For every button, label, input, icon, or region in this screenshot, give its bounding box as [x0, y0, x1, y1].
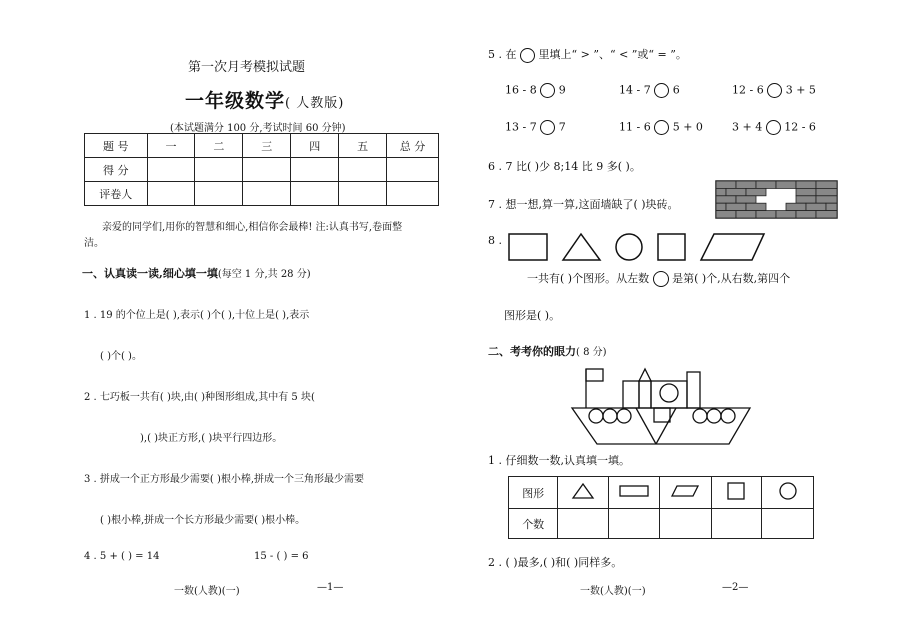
q8-line1-a: 一共有( )个图形。从左数: [527, 272, 650, 285]
circle-icon: [616, 234, 642, 260]
section2-title: 二、考考你的眼力: [488, 345, 576, 358]
circle-blank-icon[interactable]: [540, 120, 555, 135]
q4-part1: 4 . 5 + ( ) = 14: [84, 551, 160, 562]
triangle-icon: [563, 234, 600, 260]
triangle-icon: [571, 482, 595, 500]
section2-score: ( 8 分): [576, 347, 607, 358]
score-cell[interactable]: [147, 158, 195, 182]
score-header-cell: 总 分: [387, 134, 439, 158]
grader-cell[interactable]: [339, 182, 387, 206]
q5-item: [505, 120, 566, 135]
square-icon: [658, 234, 685, 260]
q5-left-expr: 13 - 7: [505, 120, 537, 134]
q4-part2: 15 - ( ) = 6: [254, 551, 309, 562]
q5-item: [619, 120, 703, 135]
grader-row-label: 评卷人: [85, 182, 148, 206]
footer-left-label: 一数(人教)(一): [174, 586, 240, 597]
q5-item: [619, 83, 680, 98]
rectangle-icon: [619, 484, 649, 498]
q5-heading: [488, 46, 687, 63]
grader-cell[interactable]: [291, 182, 339, 206]
shape-cell: [660, 477, 711, 509]
p2-text: 2 . ( )最多,( )和( )同样多。: [488, 556, 623, 569]
parallelogram-icon: [670, 484, 700, 498]
q5-right-expr: 9: [558, 83, 566, 97]
score-header-cell: 三: [243, 134, 291, 158]
q5-suffix: 里填上“ > ”、“ < ”或“ = ”。: [538, 48, 687, 61]
score-header-cell: 题 号: [85, 134, 148, 158]
count-cell[interactable]: [660, 509, 711, 539]
grader-cell[interactable]: [147, 182, 195, 206]
subject-title: [185, 86, 344, 113]
greeting-line1: 亲爱的同学们,用你的智慧和细心,相信你会最棒! 注:认真书写,卷面整: [102, 222, 403, 233]
footer-right-label: 一数(人教)(一): [580, 586, 646, 597]
score-header-cell: 二: [195, 134, 243, 158]
score-cell[interactable]: [291, 158, 339, 182]
subject-main: 一年级数学: [185, 90, 286, 112]
q5-left-expr: 16 - 8: [505, 83, 537, 97]
q5-right-expr: 5 + 0: [672, 120, 703, 134]
exam-title: 第一次月考模拟试题: [188, 60, 306, 75]
boat-figure: [570, 366, 752, 446]
shape-cell: [558, 477, 609, 509]
q3-line1: 3 . 拼成一个正方形最少需要( )根小棒,拼成一个三角形最少需要: [84, 474, 365, 485]
q5-prefix: 5 . 在: [488, 48, 517, 61]
score-row-label: 得 分: [85, 158, 148, 182]
footer-left-page: —1—: [317, 582, 344, 593]
q8-line1: [527, 270, 790, 287]
q5-right-expr: 12 - 6: [784, 120, 816, 134]
count-row-label: 图形: [509, 477, 558, 509]
q5-left-expr: 14 - 7: [619, 83, 651, 97]
circle-blank-icon[interactable]: [654, 83, 669, 98]
shape-cell: [609, 477, 660, 509]
grader-cell[interactable]: [387, 182, 439, 206]
q5-item: [732, 83, 816, 98]
count-cell[interactable]: [711, 509, 762, 539]
score-header-cell: 五: [339, 134, 387, 158]
shape-cell: [762, 477, 814, 509]
parallelogram-icon: [701, 234, 764, 260]
grader-cell[interactable]: [195, 182, 243, 206]
q3-line2: ( )根小棒,拼成一个长方形最少需要( )根小棒。: [100, 515, 306, 526]
shape-count-table: [508, 476, 814, 539]
q5-left-expr: 11 - 6: [619, 120, 651, 134]
square-icon: [726, 482, 746, 500]
q5-item: [732, 120, 816, 135]
exam-note: (本试题满分 100 分,考试时间 60 分钟): [170, 123, 346, 134]
subject-edition: ( 人教版): [285, 96, 345, 111]
score-cell[interactable]: [243, 158, 291, 182]
section1-title: 一、认真读一读,细心填一填: [82, 267, 218, 280]
q8-number: 8 .: [488, 234, 502, 247]
count-cell[interactable]: [558, 509, 609, 539]
q5-right-expr: 7: [558, 120, 566, 134]
score-cell[interactable]: [387, 158, 439, 182]
q8-line1-b: 是第( )个,从右数,第四个: [672, 272, 791, 285]
circle-blank-icon[interactable]: [540, 83, 555, 98]
count-row-label: 个数: [509, 509, 558, 539]
q6-text: 6 . 7 比( )少 8;14 比 9 多( )。: [488, 160, 641, 173]
section1-heading: [82, 265, 311, 281]
count-cell[interactable]: [609, 509, 660, 539]
p1-text: 1 . 仔细数一数,认真填一填。: [488, 454, 630, 467]
q7-text: 7 . 想一想,算一算,这面墙缺了( )块砖。: [488, 198, 679, 211]
q5-left-expr: 3 + 4: [732, 120, 763, 134]
q8-shapes: [508, 232, 768, 262]
score-header-cell: 一: [147, 134, 195, 158]
circle-blank-icon[interactable]: [654, 120, 669, 135]
brick-wall-icon: [716, 181, 837, 218]
section1-score: (每空 1 分,共 28 分): [217, 269, 311, 280]
q1-line2: ( )个( )。: [100, 351, 142, 362]
q1-line1: 1 . 19 的个位上是( ),表示( )个( ),十位上是( ),表示: [84, 310, 310, 321]
q5-item: [505, 83, 566, 98]
circle-icon: [778, 481, 798, 501]
circle-blank-icon[interactable]: [766, 120, 781, 135]
score-table: [84, 133, 439, 206]
circle-icon: [653, 271, 669, 287]
q5-left-expr: 12 - 6: [732, 83, 764, 97]
section2-heading: [488, 343, 607, 359]
grader-cell[interactable]: [243, 182, 291, 206]
circle-blank-icon[interactable]: [767, 83, 782, 98]
q2-line1: 2 . 七巧板一共有( )块,由( )种图形组成,其中有 5 块(: [84, 392, 315, 403]
score-cell[interactable]: [195, 158, 243, 182]
count-cell[interactable]: [762, 509, 814, 539]
q5-right-expr: 6: [672, 83, 680, 97]
circle-blank-icon: [520, 48, 535, 63]
shape-cell: [711, 477, 762, 509]
score-header-cell: 四: [291, 134, 339, 158]
rectangle-icon: [509, 234, 547, 260]
footer-right-page: —2—: [722, 582, 749, 593]
q2-line2: ),( )块正方形,( )块平行四边形。: [140, 433, 283, 444]
score-cell[interactable]: [339, 158, 387, 182]
greeting-line2: 洁。: [84, 238, 104, 249]
q5-right-expr: 3 + 5: [785, 83, 816, 97]
q8-line2: 图形是( )。: [504, 309, 561, 322]
